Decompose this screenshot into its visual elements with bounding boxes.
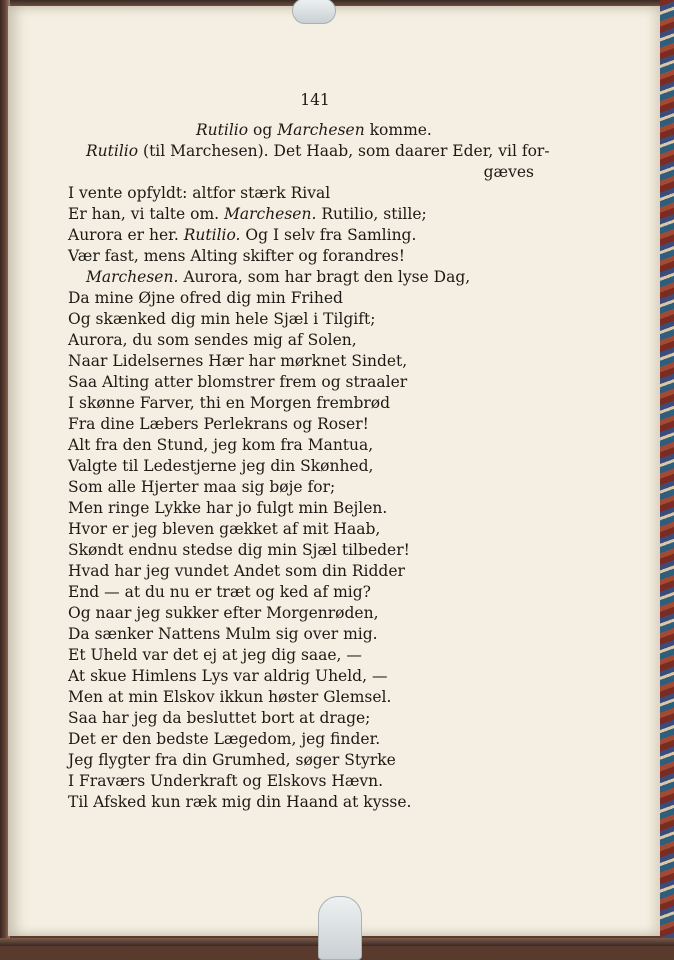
- line-text: Naar Lidelsernes Hær har mørknet Sindet,: [68, 352, 408, 370]
- marbled-page-edge: [660, 0, 674, 946]
- verse-line: [68, 414, 568, 435]
- line-text: Aurora, som har bragt den lyse Dag,: [178, 268, 471, 286]
- line-text: Hvad har jeg vundet Andet som din Ridder: [68, 562, 405, 580]
- line-text: Aurora, du som sendes mig af Solen,: [68, 331, 357, 349]
- verse-line: [68, 246, 568, 267]
- verse-line: [68, 498, 568, 519]
- verse-line: [68, 288, 568, 309]
- stage-name-2: Marchesen: [277, 121, 365, 139]
- speaker-name: Marchesen.: [86, 268, 179, 286]
- line-text: Det er den bedste Lægedom, jeg finder.: [68, 730, 381, 748]
- verse-line: [68, 645, 568, 666]
- verse-line: [68, 687, 568, 708]
- line-text: Alt fra den Stund, jeg kom fra Mantua,: [68, 436, 374, 454]
- line-text: Valgte til Ledestjerne jeg din Skønhed,: [68, 457, 374, 475]
- verse-line: [68, 372, 568, 393]
- line-text: Men at min Elskov ikkun høster Glemsel.: [68, 688, 392, 706]
- line-text: Skøndt endnu stedse dig min Sjæl tilbeder!: [68, 541, 410, 559]
- stage-verb: komme.: [369, 121, 432, 139]
- line-text: Til Afsked kun ræk mig din Haand at kysse.: [68, 793, 412, 811]
- opening-speech: [68, 141, 568, 162]
- page-text: [68, 90, 568, 813]
- verse-line: [68, 666, 568, 687]
- page-clip-top: [292, 0, 336, 24]
- line-text: Rutilio, stille;: [316, 205, 427, 223]
- verse-line: [68, 204, 568, 225]
- verse-line: [68, 582, 568, 603]
- verse-line: [68, 561, 568, 582]
- line-text: I Fraværs Underkraft og Elskovs Hævn.: [68, 772, 384, 790]
- verse-line: [68, 750, 568, 771]
- verse-line: [68, 309, 568, 330]
- opening-text: (til Marchesen). Det Haab, som daarer Eder, vil for-: [143, 142, 550, 160]
- speaker-name: Rutilio.: [183, 226, 241, 244]
- verse-line: [68, 771, 568, 792]
- verse-line: [68, 603, 568, 624]
- line-text: Da sænker Nattens Mulm sig over mig.: [68, 625, 378, 643]
- line-text: At skue Himlens Lys var aldrig Uheld, —: [68, 667, 388, 685]
- speaker-name: Marchesen.: [224, 205, 317, 223]
- stage-conj: og: [253, 121, 273, 139]
- stage-direction: [68, 120, 568, 141]
- opening-continuation: gæves: [483, 163, 534, 181]
- line-text: Jeg flygter fra din Grumhed, søger Styrke: [68, 751, 396, 769]
- line-text: Som alle Hjerter maa sig bøje for;: [68, 478, 336, 496]
- speaker-name: Rutilio: [86, 142, 139, 160]
- verse-line: [68, 624, 568, 645]
- page-number: 141: [300, 91, 330, 109]
- line-text: End — at du nu er træt og ked af mig?: [68, 583, 371, 601]
- verse-line: [68, 540, 568, 561]
- line-text: Fra dine Læbers Perlekrans og Roser!: [68, 415, 369, 433]
- line-text: Er han, vi talte om.: [68, 205, 224, 223]
- line-text: I skønne Farver, thi en Morgen frembrød: [68, 394, 391, 412]
- page-clip-bottom: [318, 896, 362, 960]
- line-text: Og I selv fra Samling.: [240, 226, 417, 244]
- line-text: Og skænked dig min hele Sjæl i Tilgift;: [68, 310, 376, 328]
- verse-line: [68, 435, 568, 456]
- verse-line: [68, 225, 568, 246]
- line-text: Aurora er her.: [68, 226, 184, 244]
- verse-lines: [68, 183, 568, 813]
- verse-line: [68, 330, 568, 351]
- verse-line: [68, 351, 568, 372]
- line-text: Et Uheld var det ej at jeg dig saae, —: [68, 646, 362, 664]
- line-text: Og naar jeg sukker efter Morgenrøden,: [68, 604, 379, 622]
- verse-line: [68, 729, 568, 750]
- verse-line: [68, 519, 568, 540]
- line-text: I vente opfyldt: altfor stærk Rival: [68, 184, 331, 202]
- verse-line: [68, 792, 568, 813]
- stage-name-1: Rutilio: [196, 121, 249, 139]
- line-text: Saa har jeg da besluttet bort at drage;: [68, 709, 371, 727]
- verse-line: [68, 393, 568, 414]
- verse-line: [68, 456, 568, 477]
- line-text: Vær fast, mens Alting skifter og forandres!: [68, 247, 405, 265]
- line-text: Men ringe Lykke har jo fulgt min Bejlen.: [68, 499, 388, 517]
- book-page: [8, 6, 660, 936]
- verse-line: [68, 267, 568, 288]
- verse-line: [68, 183, 568, 204]
- line-text: Hvor er jeg bleven gækket af mit Haab,: [68, 520, 381, 538]
- verse-line: [68, 477, 568, 498]
- line-text: Da mine Øjne ofred dig min Frihed: [68, 289, 343, 307]
- line-text: Saa Alting atter blomstrer frem og straaler: [68, 373, 408, 391]
- verse-line: [68, 708, 568, 729]
